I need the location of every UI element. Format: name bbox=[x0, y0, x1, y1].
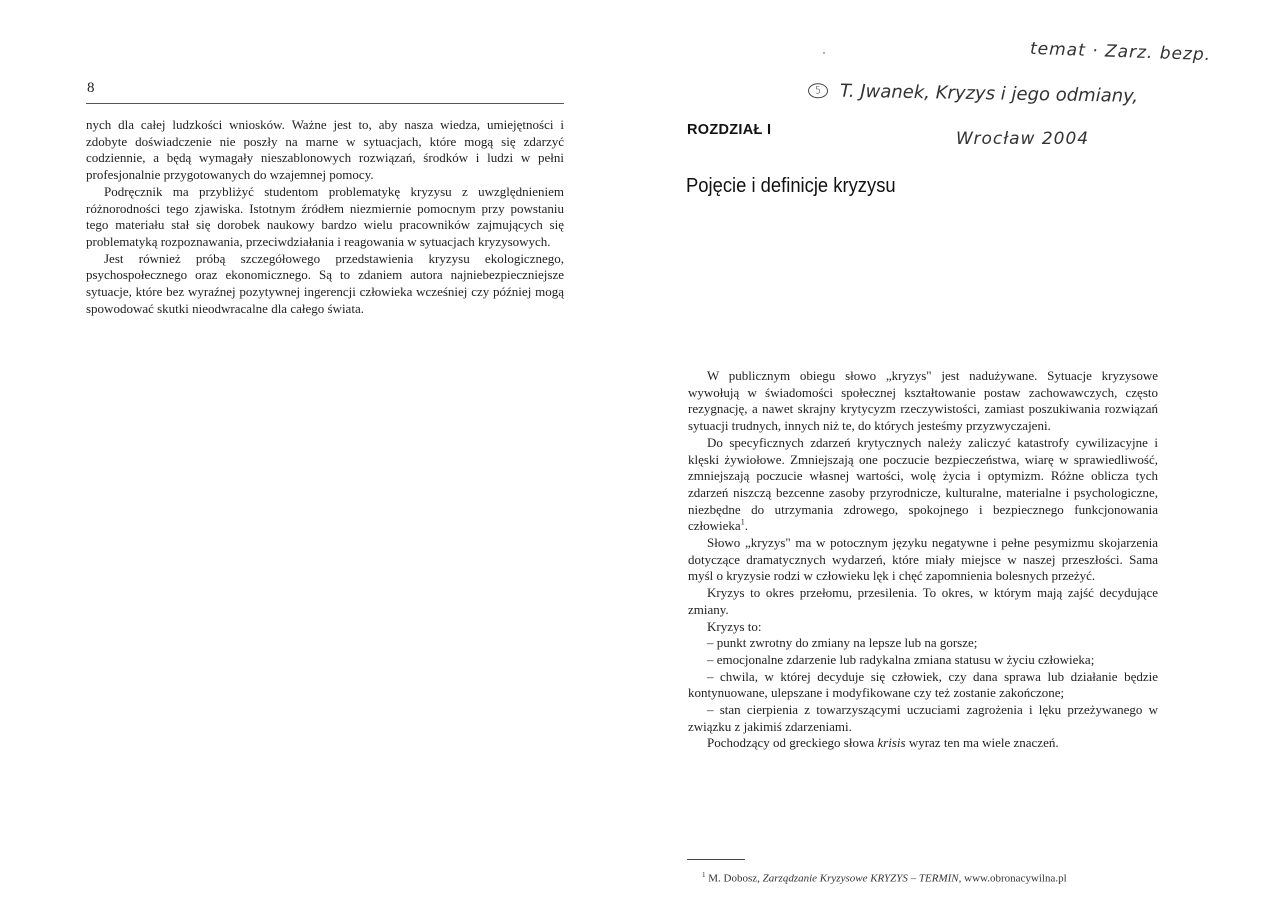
list-item: – punkt zwrotny do zmiany na lepsze lub na gorsze; bbox=[707, 635, 978, 651]
left-page-body bbox=[86, 117, 564, 317]
footnote-source: www.obronacywilna.pl bbox=[964, 872, 1067, 885]
list-item: – emocjonalne zdarzenie lub radykalna zmiana statusu w życiu człowieka; bbox=[707, 651, 1095, 667]
paragraph bbox=[688, 735, 1158, 752]
handwritten-reference-note bbox=[808, 80, 1138, 107]
right-page-body bbox=[688, 368, 1158, 752]
paragraph: nych dla całej ludzkości wniosków. Ważne jest to, aby nasza wiedza, umiejętności i zdobyte doświadczenie nie poszły na marne w sytuacjach, które mogą się zdarzyć codziennie, a będą wymagały nieszablonowych rozwiązań, środków i ludzi w pełni profesjonalnie przygotowanych do wzajemnej pomocy. bbox=[86, 117, 564, 183]
greek-term: krisis bbox=[877, 735, 906, 751]
circled-number: 5 bbox=[808, 83, 828, 98]
left-page bbox=[0, 0, 631, 918]
paragraph: W publicznym obiegu słowo „kryzys" jest nadużywane. Sytuacje kryzysowe wywołują w świadomości społecznej kształtowanie postaw zachowawczych, często rezygnację, a nawet skrajny krytycyzm rzeczywistości, zamiast poszukiwania rozwiązań sytuacji trudnych, innych niż te, do których jesteśmy przyzwyczajeni. bbox=[688, 368, 1158, 434]
paragraph-end: wyraz ten ma wiele znaczeń. bbox=[905, 735, 1059, 751]
paragraph-end: . bbox=[744, 518, 748, 534]
handwritten-reference: T. Jwanek, Kryzys i jego odmiany, bbox=[839, 80, 1139, 107]
paragraph: Jest również próbą szczegółowego przedstawienia kryzysu ekologicznego, psychospołecznego oraz ekonomicznego. Są to zdaniem autora najniebezpieczniejsze sytuacje, które bez wyraźnej pozytywnej ingerencji człowieka wcześniej czy później mogą spowodować skutki nieodwracalne dla całego świata. bbox=[86, 250, 564, 316]
chapter-title: Pojęcie i definicje kryzysu bbox=[686, 175, 896, 197]
paragraph-text: Do specyficznych zdarzeń krytycznych należy zaliczyć katastrofy cywilizacyjne i klęski żywiołowe. Zmniejszają one poczucie bezpieczeństwa, wiarę w sprawiedliwość, zmniejszają poczucie własnej wartości, wolę życia i optymizm. Różne oblicza tych zdarzeń niszczą bezcenne zasoby przyrodnicze, kulturalne, materialne i psychologiczne, niezbędne do utrzymania zdrowego, spokojnego i bezpiecznego funkcjonowania człowieka bbox=[688, 434, 1158, 534]
footnote-author: M. Dobosz, bbox=[708, 872, 760, 885]
chapter-label: ROZDZIAŁ I bbox=[687, 122, 772, 138]
paragraph-text: Pochodzący od greckiego słowa bbox=[707, 735, 878, 751]
list-item: – stan cierpienia z towarzyszącymi uczuciami zagrożenia i lęku przeżywanego w związku z jakimiś zdarzeniami. bbox=[688, 702, 1158, 734]
footnote-rule bbox=[687, 859, 745, 860]
list-item: – chwila, w której decyduje się człowiek, czy dana sprawa lub działanie będzie kontynuowane, ulepszane i modyfikowane czy też zostanie zakończone; bbox=[688, 668, 1158, 701]
paragraph: Podręcznik ma przybliżyć studentom problematykę kryzysu z uwzględnieniem różnorodności tego zjawiska. Istotnym źródłem niezmiernie pomocnym przy powstaniu tego materiału stał się dorobek naukowy bardzo wielu pracowników zajmujących się problematyką rozpoznawania, przeciwdziałania i reagowania w sytuacjach kryzysowych. bbox=[86, 183, 564, 249]
footnote-reference: 1 bbox=[740, 518, 745, 527]
footnote-mark: 1 bbox=[702, 871, 706, 879]
page-number: 8 bbox=[87, 80, 95, 96]
handwritten-topic-note: temat · Zarz. bezp. bbox=[1029, 38, 1212, 66]
speck bbox=[823, 52, 825, 54]
footnote-title: Zarządzanie Kryzysowe KRYZYS – TERMIN, bbox=[762, 872, 962, 885]
paragraph: Kryzys to okres przełomu, przesilenia. To okres, w którym mają zajść decydujące zmiany. bbox=[688, 585, 1158, 617]
paragraph bbox=[688, 435, 1158, 535]
footnote bbox=[702, 871, 1067, 885]
header-rule bbox=[86, 103, 564, 104]
paragraph: Słowo „kryzys" ma w potocznym języku negatywne i pełne pesymizmu skojarzenia dotyczące dramatycznych wydarzeń, które miały miejsce w naszej przeszłości. Sama myśl o kryzysie rodzi w człowieku lęk i chęć zapomnienia bolesnych przeżyć. bbox=[688, 535, 1158, 584]
paragraph: Kryzys to: bbox=[707, 618, 762, 634]
handwritten-city-year: Wrocław 2004 bbox=[956, 129, 1090, 149]
